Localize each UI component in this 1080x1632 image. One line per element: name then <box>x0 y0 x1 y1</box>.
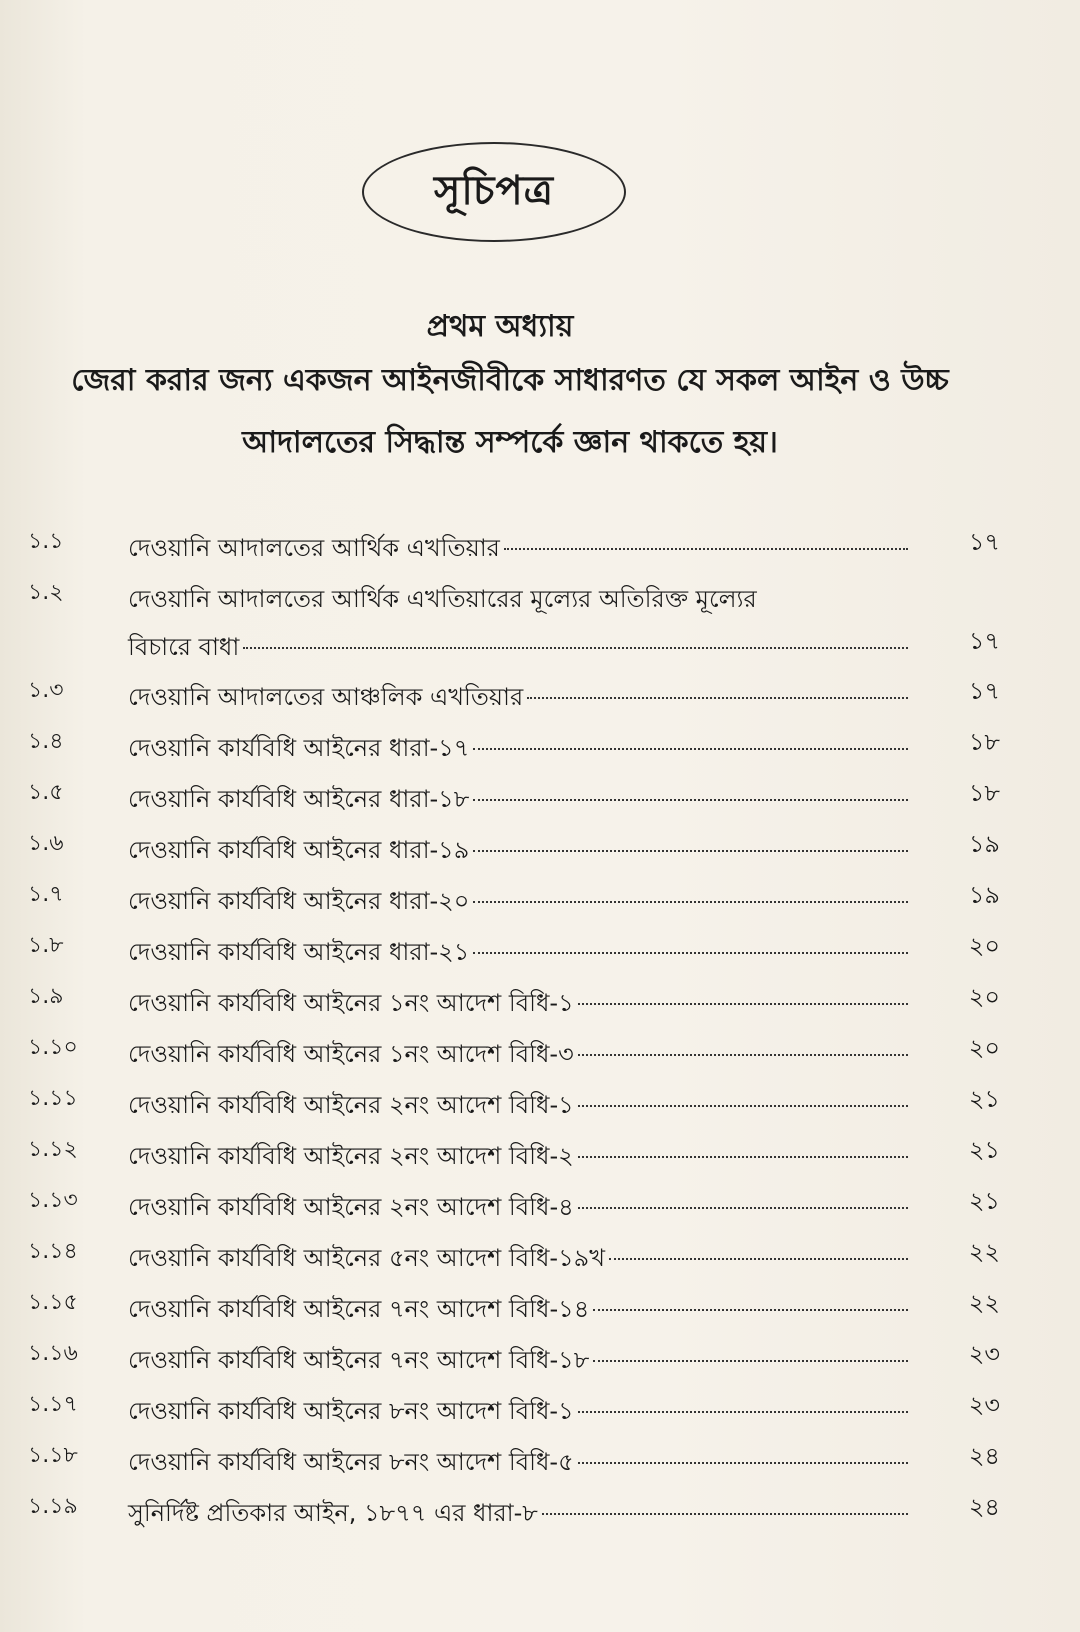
toc-title: দেওয়ানি কার্যবিধি আইনের ২নং আদেশ বিধি-৪ <box>128 1193 574 1221</box>
toc-page: ১৭ <box>968 528 1000 556</box>
toc-title: দেওয়ানি কার্যবিধি আইনের ধারা-১৮ <box>128 785 470 813</box>
toc-number: ১.১১ <box>28 1086 78 1111</box>
toc-row <box>28 1330 1020 1381</box>
toc-title: দেওয়ানি কার্যবিধি আইনের ধারা-১৭ <box>128 734 470 762</box>
toc-number: ১.২ <box>28 580 64 605</box>
toc-row <box>28 667 1020 718</box>
toc-title: দেওয়ানি কার্যবিধি আইনের ১নং আদেশ বিধি-৩ <box>128 1040 574 1068</box>
toc-row <box>28 973 1020 1024</box>
toc-page: ২৪ <box>968 1493 1000 1521</box>
toc-row <box>28 569 1020 667</box>
toc-row <box>28 718 1020 769</box>
toc-row <box>28 871 1020 922</box>
toc-page: ২৪ <box>968 1442 1000 1470</box>
toc-number: ১.১৭ <box>28 1392 78 1417</box>
toc-page: ২১ <box>968 1187 1000 1215</box>
toc-page: ১৯ <box>968 830 1000 858</box>
chapter-heading: প্রথম অধ্যায় <box>426 309 574 344</box>
toc-page: ১৮ <box>968 779 1000 807</box>
toc-title: দেওয়ানি কার্যবিধি আইনের ৭নং আদেশ বিধি-১৪ <box>128 1295 590 1323</box>
toc-row <box>28 1075 1020 1126</box>
title-oval <box>362 142 626 242</box>
toc-title: দেওয়ানি কার্যবিধি আইনের ধারা-২০ <box>128 887 470 915</box>
toc-number: ১.১৫ <box>28 1290 78 1315</box>
toc-title: দেওয়ানি কার্যবিধি আইনের ৫নং আদেশ বিধি-১৯খ <box>128 1244 605 1272</box>
toc-row <box>28 1432 1020 1483</box>
toc-number: ১.১৩ <box>28 1188 78 1213</box>
table-of-contents <box>28 518 1020 1534</box>
toc-row <box>28 769 1020 820</box>
toc-row <box>28 1177 1020 1228</box>
toc-page: ২১ <box>968 1085 1000 1113</box>
toc-page: ১৯ <box>968 881 1000 909</box>
toc-row <box>28 820 1020 871</box>
toc-row <box>28 518 1020 569</box>
toc-number: ১.১৯ <box>28 1494 78 1519</box>
toc-page: ২৩ <box>968 1391 1000 1419</box>
toc-number: ১.৪ <box>28 729 64 754</box>
toc-number: ১.৮ <box>28 933 64 958</box>
toc-number: ১.৫ <box>28 780 64 805</box>
toc-row <box>28 1381 1020 1432</box>
toc-title-line-1: দেওয়ানি আদালতের আর্থিক এখতিয়ারের মূল্যের অতিরিক্ত মূল্যের <box>128 585 757 613</box>
subtitle-line-2: আদালতের সিদ্ধান্ত সম্পর্কে জ্ঞান থাকতে হয়। <box>242 425 778 460</box>
toc-title: দেওয়ানি কার্যবিধি আইনের ২নং আদেশ বিধি-২ <box>128 1142 574 1170</box>
toc-title: দেওয়ানি কার্যবিধি আইনের ধারা-২১ <box>128 938 470 966</box>
chapter-subtitle <box>40 350 980 474</box>
toc-title: দেওয়ানি কার্যবিধি আইনের ২নং আদেশ বিধি-১ <box>128 1091 574 1119</box>
toc-title: সুনির্দিষ্ট প্রতিকার আইন, ১৮৭৭ এর ধারা-৮ <box>128 1499 538 1527</box>
subtitle-line-1: জেরা করার জন্য একজন আইনজীবীকে সাধারণত যে সকল আইন ও উচ্চ <box>71 363 949 398</box>
toc-number: ১.৯ <box>28 984 64 1009</box>
toc-number: ১.১২ <box>28 1137 78 1162</box>
toc-title: দেওয়ানি কার্যবিধি আইনের ৭নং আদেশ বিধি-১৮ <box>128 1346 590 1374</box>
toc-page: ২৩ <box>968 1340 1000 1368</box>
toc-number: ১.১০ <box>28 1035 78 1060</box>
toc-title: দেওয়ানি আদালতের আঞ্চলিক এখতিয়ার <box>128 683 524 711</box>
toc-title: দেওয়ানি কার্যবিধি আইনের ১নং আদেশ বিধি-১ <box>128 989 574 1017</box>
toc-row <box>28 1126 1020 1177</box>
toc-row <box>28 1228 1020 1279</box>
toc-number: ১.১ <box>28 529 64 554</box>
toc-row <box>28 1024 1020 1075</box>
toc-title: দেওয়ানি কার্যবিধি আইনের ৮নং আদেশ বিধি-৫ <box>128 1448 574 1476</box>
toc-row <box>28 922 1020 973</box>
toc-page: ২২ <box>968 1289 1000 1317</box>
toc-page: ২০ <box>968 1034 1000 1062</box>
toc-row <box>28 1483 1020 1534</box>
toc-page: ২০ <box>968 932 1000 960</box>
toc-page: ২১ <box>968 1136 1000 1164</box>
toc-number: ১.৬ <box>28 831 64 856</box>
toc-title: বিচারে বাধা <box>128 633 240 661</box>
toc-number: ১.১৪ <box>28 1239 78 1264</box>
toc-number: ১.১৮ <box>28 1443 78 1468</box>
page-title: সূচিপত্র <box>434 167 554 214</box>
toc-title: দেওয়ানি কার্যবিধি আইনের ৮নং আদেশ বিধি-১ <box>128 1397 574 1425</box>
toc-number: ১.১৬ <box>28 1341 78 1366</box>
toc-page: ১৭ <box>968 677 1000 705</box>
toc-page: ২০ <box>968 983 1000 1011</box>
toc-number: ১.৩ <box>28 678 64 703</box>
toc-title: দেওয়ানি কার্যবিধি আইনের ধারা-১৯ <box>128 836 470 864</box>
toc-page: ১৮ <box>968 728 1000 756</box>
toc-title: দেওয়ানি আদালতের আর্থিক এখতিয়ার <box>128 534 500 562</box>
toc-page: ১৭ <box>968 627 1000 655</box>
toc-page: ২২ <box>968 1238 1000 1266</box>
toc-row <box>28 1279 1020 1330</box>
toc-number: ১.৭ <box>28 882 64 907</box>
